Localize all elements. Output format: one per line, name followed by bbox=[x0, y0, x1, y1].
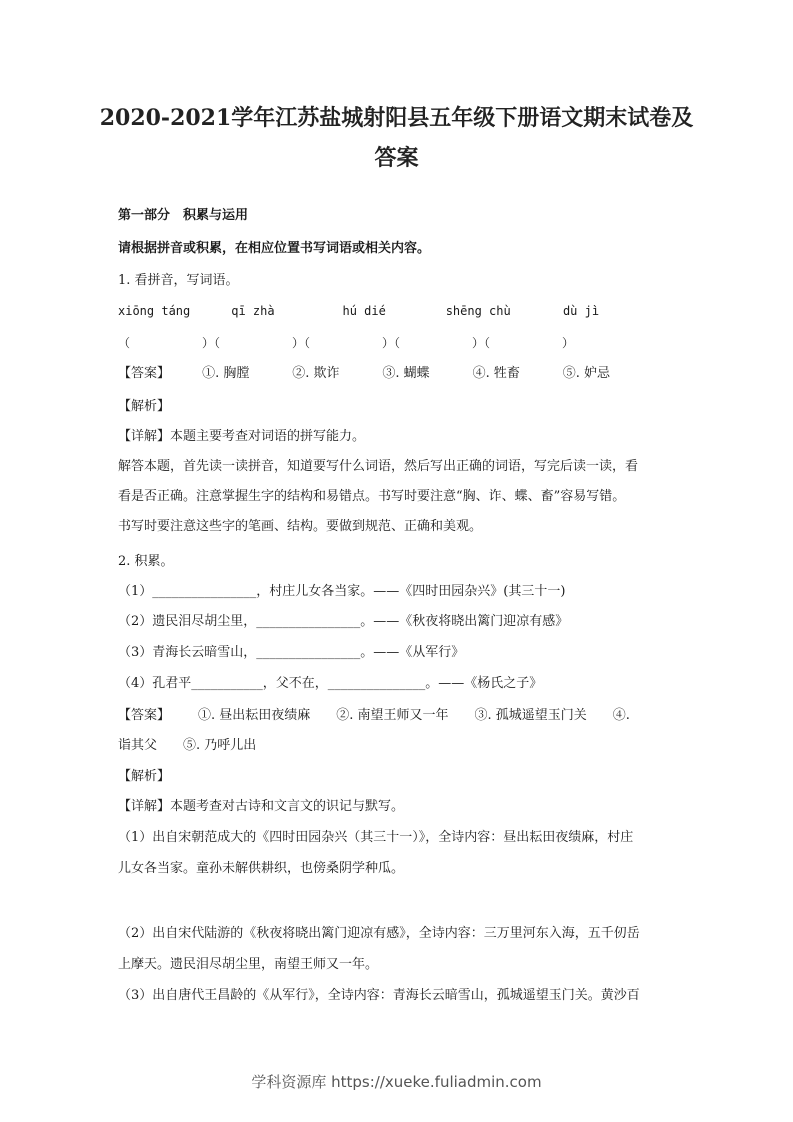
q1-explain-2: 看是否正确。注意掌握生字的结构和易错点。书写时要注意“胸、诈、蝶、畜”容易写错。 bbox=[118, 489, 626, 504]
answer-label: 【答案】 bbox=[118, 366, 171, 381]
answer-label: 【答案】 bbox=[118, 708, 171, 723]
pinyin-3: hú dié bbox=[342, 304, 386, 318]
q1-blanks: （ ）（ ）（ ）（ ）（ ） bbox=[118, 336, 575, 350]
pinyin-4: shēng chù bbox=[445, 304, 511, 318]
pinyin-2: qī zhà bbox=[231, 304, 275, 318]
q1-explain-1: 解答本题，首先读一读拼音，知道要写什么词语，然后写出正确的词语，写完后读一读，看 bbox=[118, 459, 639, 474]
q2-item-1: （1）________________，村庄儿女各当家。——《四时田园杂兴》(其三十一) bbox=[118, 584, 566, 599]
q2-item-4: （4）孔君平___________，父不在，_______________。——《杨氏之子》 bbox=[118, 676, 543, 691]
q1-pinyin-row bbox=[118, 302, 599, 320]
section-heading: 第一部分 积累与运用 bbox=[118, 208, 249, 223]
q2-answer-line-2: 诣其父 ⑤. 乃呼儿出 bbox=[118, 738, 257, 753]
instruction: 请根据拼音或积累，在相应位置书写词语或相关内容。 bbox=[118, 241, 431, 256]
detail-text: 本题考查对古诗和文言文的识记与默写。 bbox=[170, 799, 405, 814]
q1-detail bbox=[118, 428, 365, 446]
q2-note-5: （3）出自唐代王昌龄的《从军行》，全诗内容：青海长云暗雪山，孤城遥望玉门关。黄沙百 bbox=[118, 988, 640, 1003]
q2-item-2: （2）遗民泪尽胡尘里，________________。——《秋夜将晓出篱门迎凉有感》 bbox=[118, 614, 569, 629]
q1-analysis-label: 【解析】 bbox=[118, 399, 171, 414]
q2-note-3: （2）出自宋代陆游的《秋夜将晓出篱门迎凉有感》，全诗内容：三万里河东入海，五千仞岳 bbox=[118, 926, 640, 941]
q2-prompt: 2. 积累。 bbox=[118, 554, 174, 569]
pinyin-5: dù jì bbox=[562, 304, 600, 318]
q1-explain-3: 书写时要注意这些字的笔画、结构。要做到规范、正确和美观。 bbox=[118, 519, 483, 534]
answer-3: ③. 蝴蝶 bbox=[382, 366, 430, 381]
answers-text-1: ①. 昼出耘田夜绩麻 ②. 南望王师又一年 ③. 孤城遥望玉门关 ④. bbox=[198, 708, 630, 723]
q2-note-2: 儿女各当家。童孙未解供耕织，也傍桑阴学种瓜。 bbox=[118, 861, 405, 876]
answer-4: ④. 牲畜 bbox=[472, 366, 520, 381]
footer-watermark: 学科资源库 https://xueke.fuliadmin.com bbox=[251, 1073, 542, 1091]
detail-label: 【详解】 bbox=[118, 799, 171, 814]
q2-answer-line-1 bbox=[118, 707, 630, 725]
q2-item-3: （3）青海长云暗雪山，________________。——《从军行》 bbox=[118, 645, 465, 660]
detail-label: 【详解】 bbox=[118, 429, 171, 444]
document-title-line-1: 2020-2021学年江苏盐城射阳县五年级下册语文期末试卷及 bbox=[99, 105, 694, 131]
answer-2: ②. 欺诈 bbox=[292, 366, 340, 381]
answer-1: ①. 胸膛 bbox=[202, 366, 250, 381]
q2-analysis-label: 【解析】 bbox=[118, 769, 171, 784]
q2-note-1: （1）出自宋朝范成大的《四时田园杂兴（其三十一）》，全诗内容：昼出耘田夜绩麻，村庄 bbox=[118, 830, 634, 845]
q2-note-4: 上摩天。遗民泪尽胡尘里，南望王师又一年。 bbox=[118, 957, 379, 972]
q2-detail bbox=[118, 798, 404, 816]
pinyin-1: xiōng táng bbox=[118, 304, 191, 318]
detail-text: 本题主要考查对词语的拼写能力。 bbox=[170, 429, 366, 444]
q1-answer-line bbox=[118, 365, 610, 383]
answer-5: ⑤. 妒忌 bbox=[562, 366, 610, 381]
document-title-line-2: 答案 bbox=[374, 145, 419, 171]
q1-prompt: 1. 看拼音，写词语。 bbox=[118, 273, 239, 288]
